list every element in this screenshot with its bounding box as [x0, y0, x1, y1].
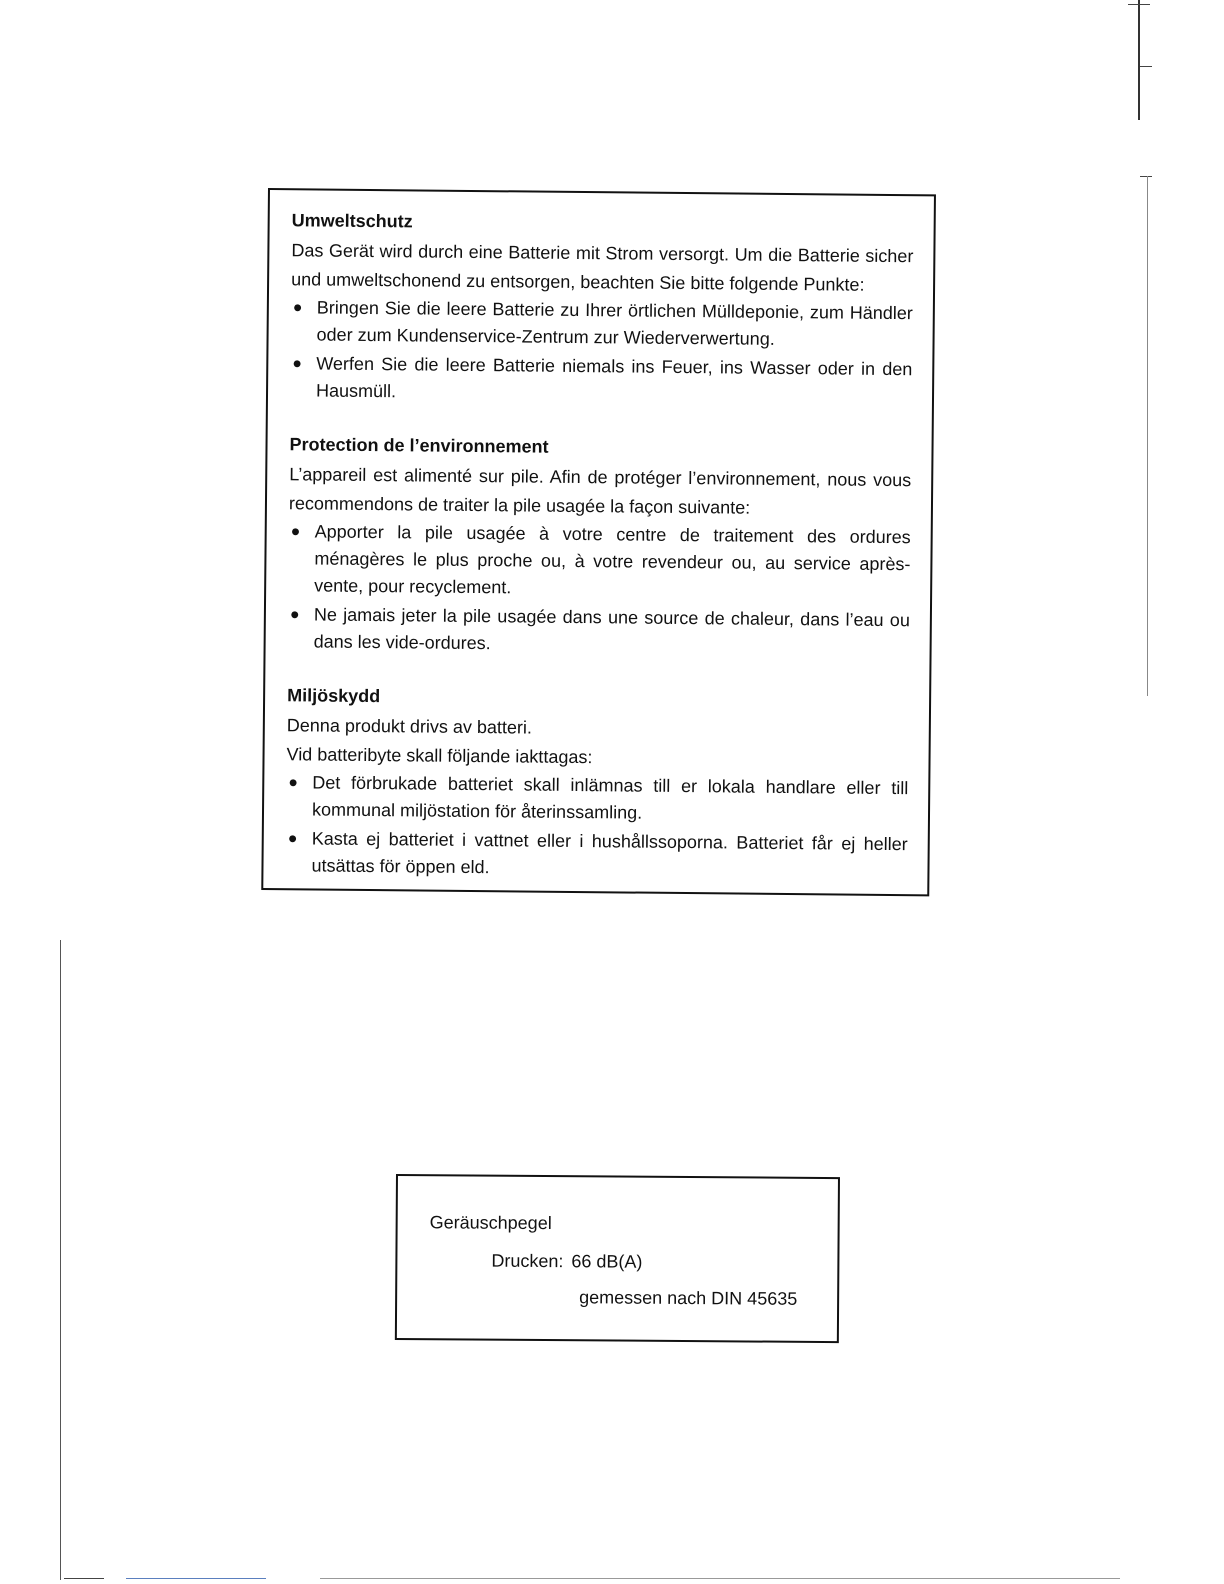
section-intro: Das Gerät wird durch eine Batterie mit Strom versorgt. Um die Batterie sicher und umweltschonend zu entsorgen, beachten Sie bitte folgende Punkte: — [291, 240, 914, 295]
bullet-list — [290, 294, 913, 410]
scan-mark-right-tick — [1128, 4, 1150, 5]
list-item — [290, 294, 912, 354]
bullet-list — [285, 769, 908, 885]
noise-label: Drucken: — [491, 1250, 564, 1272]
section-heading: Miljöskydd — [287, 685, 381, 707]
list-item — [285, 825, 907, 885]
bullet-list — [288, 518, 911, 661]
list-item — [288, 601, 910, 661]
section-french — [288, 432, 912, 661]
section-intro-line: Denna produkt drivs av batteri. — [286, 715, 533, 738]
list-item-text: Apporter la pile usagée à votre centre de traitement des ordures ménagères le plus proche ou, à votre revendeur ou, au service après-vente, pour recyclement. — [314, 521, 911, 598]
scan-mark-right-line — [1147, 176, 1148, 696]
list-item — [286, 769, 908, 829]
bullet-icon: ● — [292, 355, 303, 373]
bullet-icon: ● — [287, 830, 298, 848]
section-german — [290, 208, 914, 410]
list-item-text: Werfen Sie die leere Batterie niemals ins Feuer, ins Wasser oder in den Hausmüll. — [315, 353, 913, 402]
bullet-icon: ● — [289, 606, 300, 624]
scan-mark-right-tick — [1140, 66, 1152, 67]
scan-mark-bottom-line — [64, 1578, 104, 1579]
scan-mark-bottom-line — [320, 1578, 1120, 1579]
bullet-icon: ● — [290, 523, 301, 541]
scan-mark-right-top — [1138, 0, 1140, 120]
list-item-text: Det förbrukade batteriet skall inlämnas till er lokala handlare eller till kommunal miljöstation för återinssamling. — [311, 772, 909, 823]
scan-mark-right-tick — [1140, 176, 1152, 177]
list-item-text: Kasta ej batteriet i vattnet eller i hushållssoporna. Batteriet får ej heller utsättas för öppen eld. — [311, 828, 908, 878]
section-heading: Umweltschutz — [291, 210, 413, 232]
bullet-icon: ● — [288, 774, 299, 792]
list-item-text: Ne jamais jeter la pile usagée dans une source de chaleur, dans l’eau ou dans les vide-ordures. — [313, 604, 910, 654]
list-item-text: Bringen Sie die leere Batterie zu Ihrer örtlichen Mülldeponie, zum Händler oder zum Kundenservice-Zentrum zur Wiederverwertung. — [316, 297, 913, 349]
section-heading: Protection de l’environnement — [289, 434, 549, 457]
section-intro: L’appareil est alimenté sur pile. Afin de protéger l’environnement, nous vous recommendons de traiter la pile usagée la façon suivante: — [288, 464, 912, 518]
list-item — [288, 518, 911, 605]
bullet-icon: ● — [292, 299, 303, 317]
noise-level-box — [395, 1174, 840, 1343]
section-intro-line: Vid batteribyte skall följande iakttagas: — [286, 744, 593, 768]
list-item — [290, 350, 912, 410]
scan-mark-left-line — [60, 940, 61, 1580]
noise-measurement — [491, 1251, 642, 1273]
noise-title: Geräuschpegel — [429, 1212, 552, 1234]
noise-note: gemessen nach DIN 45635 — [579, 1287, 798, 1309]
scan-mark-bottom-line — [126, 1578, 266, 1579]
section-swedish — [285, 683, 909, 885]
environment-notice-box — [261, 188, 936, 896]
noise-value: 66 dB(A) — [571, 1251, 643, 1272]
